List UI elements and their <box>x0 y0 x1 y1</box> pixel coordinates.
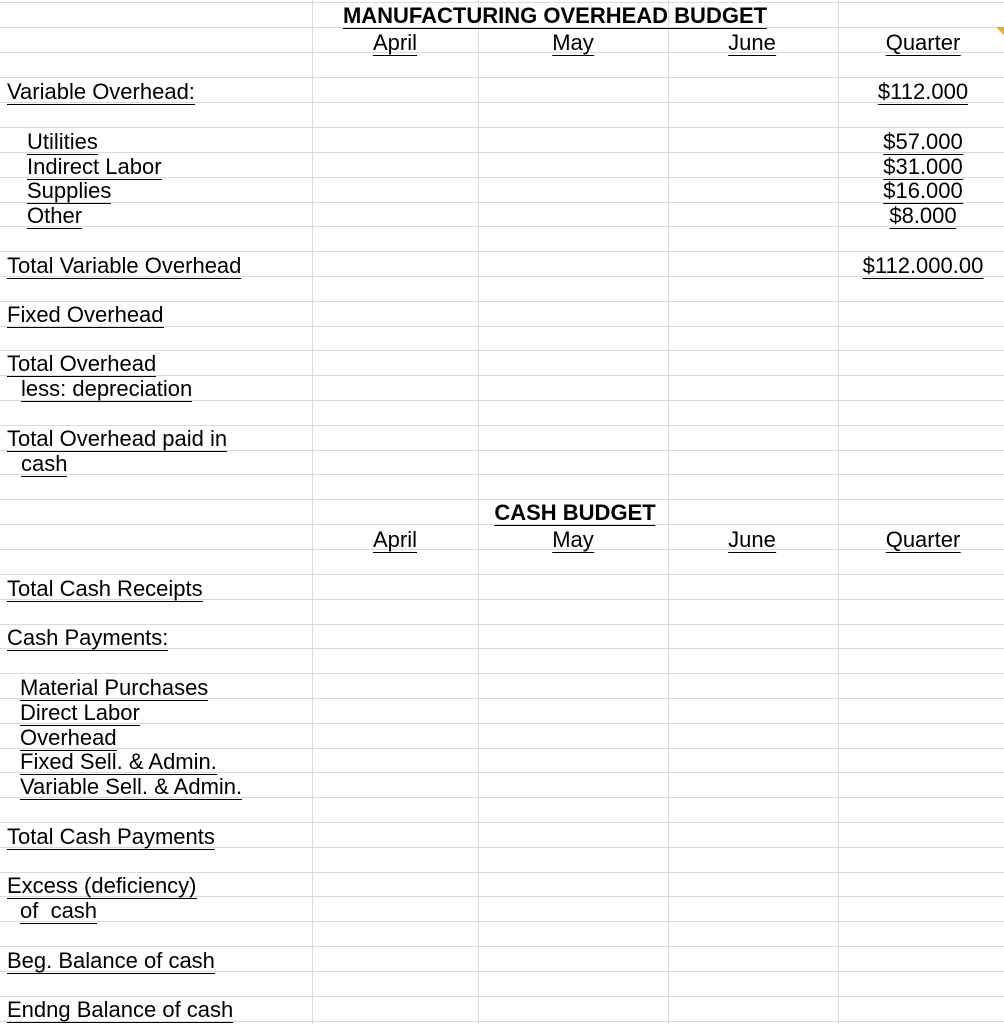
line-item-label: Indirect Labor <box>27 154 162 179</box>
line-item-quarter: $57.000 <box>883 129 963 154</box>
line-item-quarter: $31.000 <box>883 154 963 179</box>
line-item-label: Supplies <box>27 178 112 203</box>
line-item-quarter: $8.000 <box>889 203 957 228</box>
line-item-quarter: $16.000 <box>883 178 963 203</box>
cash-budget-title: CASH BUDGET <box>494 500 656 525</box>
payment-item-label: Overhead <box>20 725 117 750</box>
total-overhead-label: Total Overhead <box>7 351 157 376</box>
excess-deficiency-label: Excess (deficiency) <box>7 873 197 898</box>
line-item-label: Other <box>27 203 83 228</box>
line-item-label: Utilities <box>27 129 98 154</box>
overhead-col-quarter: Quarter <box>885 30 961 55</box>
cash-payments-label: Cash Payments: <box>7 625 169 650</box>
total-variable-overhead-label: Total Variable Overhead <box>7 253 242 278</box>
less-depreciation-label: less: depreciation <box>21 376 193 401</box>
cash-col-quarter: Quarter <box>885 527 961 552</box>
overhead-col-may: May <box>552 30 594 55</box>
ending-balance-label: Endng Balance of cash <box>7 997 234 1022</box>
overhead-paid-in-cash-label-cont: cash <box>21 451 68 476</box>
overhead-col-june: June <box>728 30 776 55</box>
total-cash-payments-label: Total Cash Payments <box>7 824 215 849</box>
variable-overhead-label: Variable Overhead: <box>7 79 195 104</box>
excess-deficiency-label-cont: of cash <box>20 898 98 923</box>
overhead-col-april: April <box>372 30 418 55</box>
cash-col-may: May <box>552 527 594 552</box>
payment-item-label: Direct Labor <box>20 700 140 725</box>
cash-col-april: April <box>372 527 418 552</box>
fixed-overhead-label: Fixed Overhead <box>7 302 164 327</box>
payment-item-label: Material Purchases <box>20 675 209 700</box>
payment-item-label: Variable Sell. & Admin. <box>20 774 243 799</box>
total-variable-overhead-quarter: $112.000.00 <box>862 253 984 278</box>
total-cash-receipts-label: Total Cash Receipts <box>7 576 203 601</box>
overhead-paid-in-cash-label: Total Overhead paid in <box>7 426 228 451</box>
variable-overhead-quarter: $112.000 <box>877 79 969 104</box>
cash-col-june: June <box>728 527 776 552</box>
payment-item-label: Fixed Sell. & Admin. <box>20 749 217 774</box>
cell-comment-marker[interactable] <box>996 27 1004 35</box>
beg-balance-label: Beg. Balance of cash <box>7 948 215 973</box>
overhead-budget-title: MANUFACTURING OVERHEAD BUDGET <box>342 3 768 28</box>
